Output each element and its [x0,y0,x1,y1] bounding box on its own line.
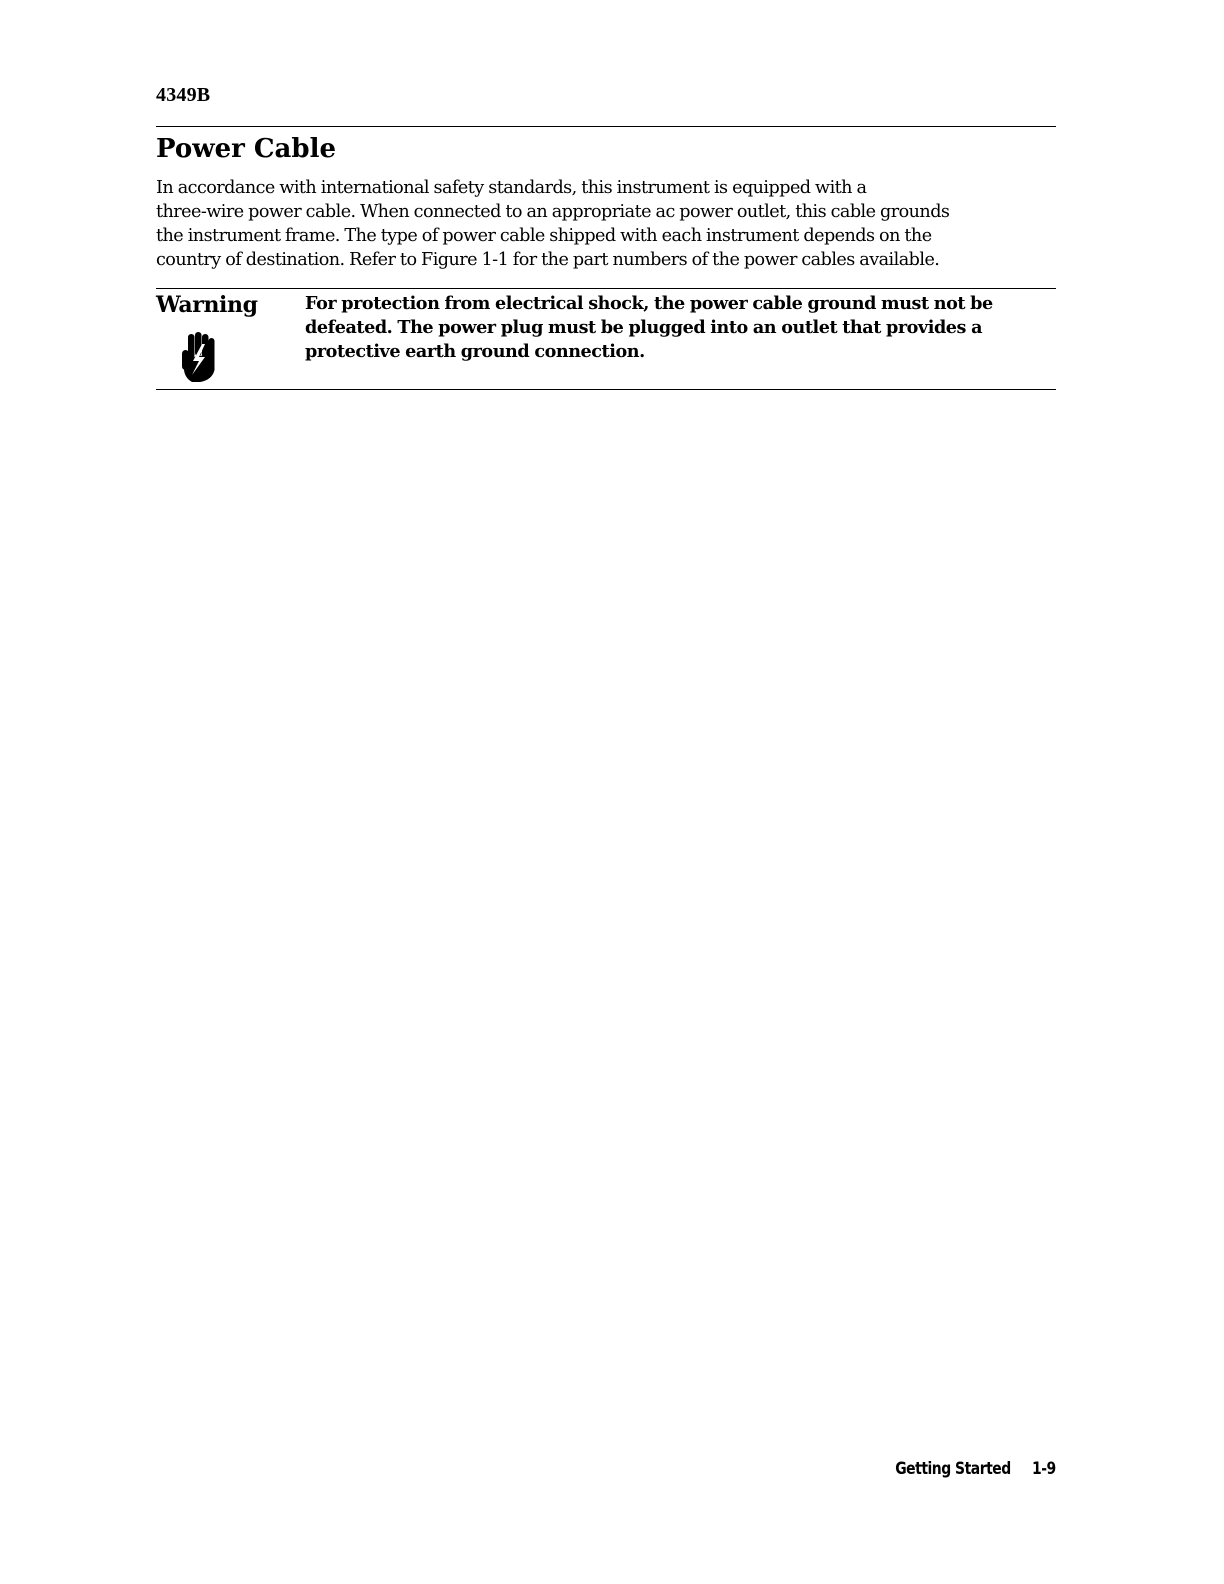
footer-page-number: 1-9 [1032,1459,1056,1479]
warning-line: protective earth ground connection. [305,341,645,362]
paragraph-line: country of destination. Refer to Figure 1-1 for the part numbers of the power cables available. [156,250,940,270]
warning-bottom-rule [156,389,1056,390]
footer-chapter: Getting Started [895,1459,1011,1479]
page-footer [895,1458,1056,1480]
paragraph-line: In accordance with international safety standards, this instrument is equipped with a [156,178,867,198]
paragraph-line: the instrument frame. The type of power cable shipped with each instrument depends on the [156,226,932,246]
model-number: 4349B [156,84,211,106]
warning-text [305,292,1065,364]
warning-top-rule [156,288,1056,289]
section-title: Power Cable [156,134,337,164]
paragraph-line: three-wire power cable. When connected to an appropriate ac power outlet, this cable grounds [156,202,950,222]
body-paragraph [156,176,1066,272]
warning-line: For protection from electrical shock, the power cable ground must not be [305,293,993,314]
hand-shock-warning-icon [178,330,216,384]
top-rule [156,126,1056,127]
warning-line: defeated. The power plug must be plugged into an outlet that provides a [305,317,983,338]
warning-label: Warning [156,292,258,318]
